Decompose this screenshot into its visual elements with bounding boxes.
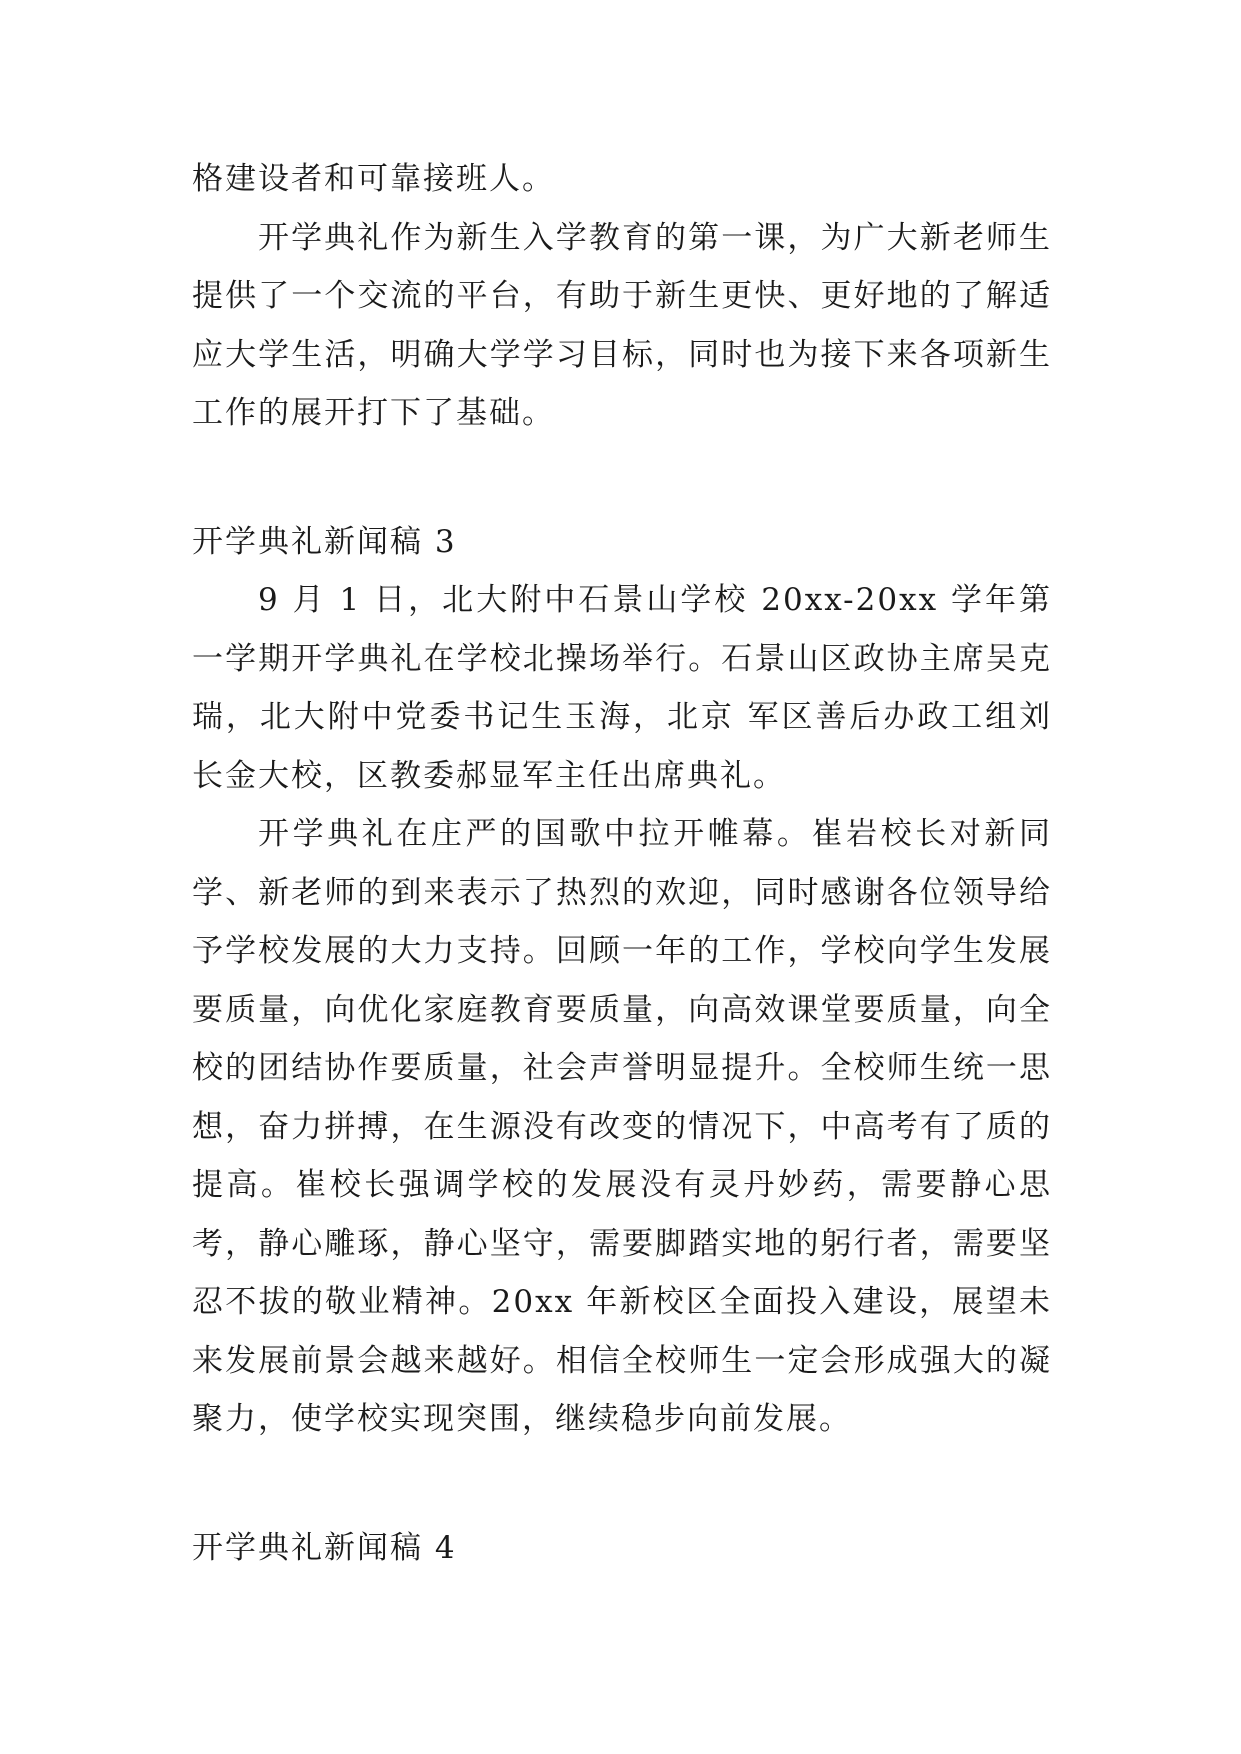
section3-paragraph-1: 9 月 1 日，北大附中石景山学校 20xx-20xx 学年第一学期开学典礼在学校北操场举行。石景山区政协主席吴克瑞，北大附中党委书记生玉海，北京 军区善后办政工组刘长金大校，区教委郝显军主任出席典礼。 [192,582,1052,794]
section-heading-4: 开学典礼新闻稿 4 [192,1529,457,1566]
document-body [192,150,1052,1577]
paragraph-continuation: 格建设者和可靠接班人。 [192,161,555,197]
section-heading-3: 开学典礼新闻稿 3 [192,523,457,560]
paragraph-intro-summary: 开学典礼作为新生入学教育的第一课，为广大新老师生提供了一个交流的平台，有助于新生更快、更好地的了解适应大学生活，明确大学学习目标，同时也为接下来各项新生工作的展开打下了基础。 [192,219,1052,431]
section3-paragraph-2: 开学典礼在庄严的国歌中拉开帷幕。崔岩校长对新同学、新老师的到来表示了热烈的欢迎，同时感谢各位领导给予学校发展的大力支持。回顾一年的工作，学校向学生发展要质量，向优化家庭教育要质量，向高效课堂要质量，向全校的团结协作要质量，社会声誉明显提升。全校师生统一思想，奋力拼搏，在生源没有改变的情况下，中高考有了质的提高。崔校长强调学校的发展没有灵丹妙药，需要静心思考，静心雕琢，静心坚守，需要脚踏实地的躬行者，需要坚忍不拔的敬业精神。20xx 年新校区全面投入建设，展望未来发展前景会越来越好。相信全校师生一定会形成强大的凝聚力，使学校实现突围，继续稳步向前发展。 [192,816,1052,1437]
